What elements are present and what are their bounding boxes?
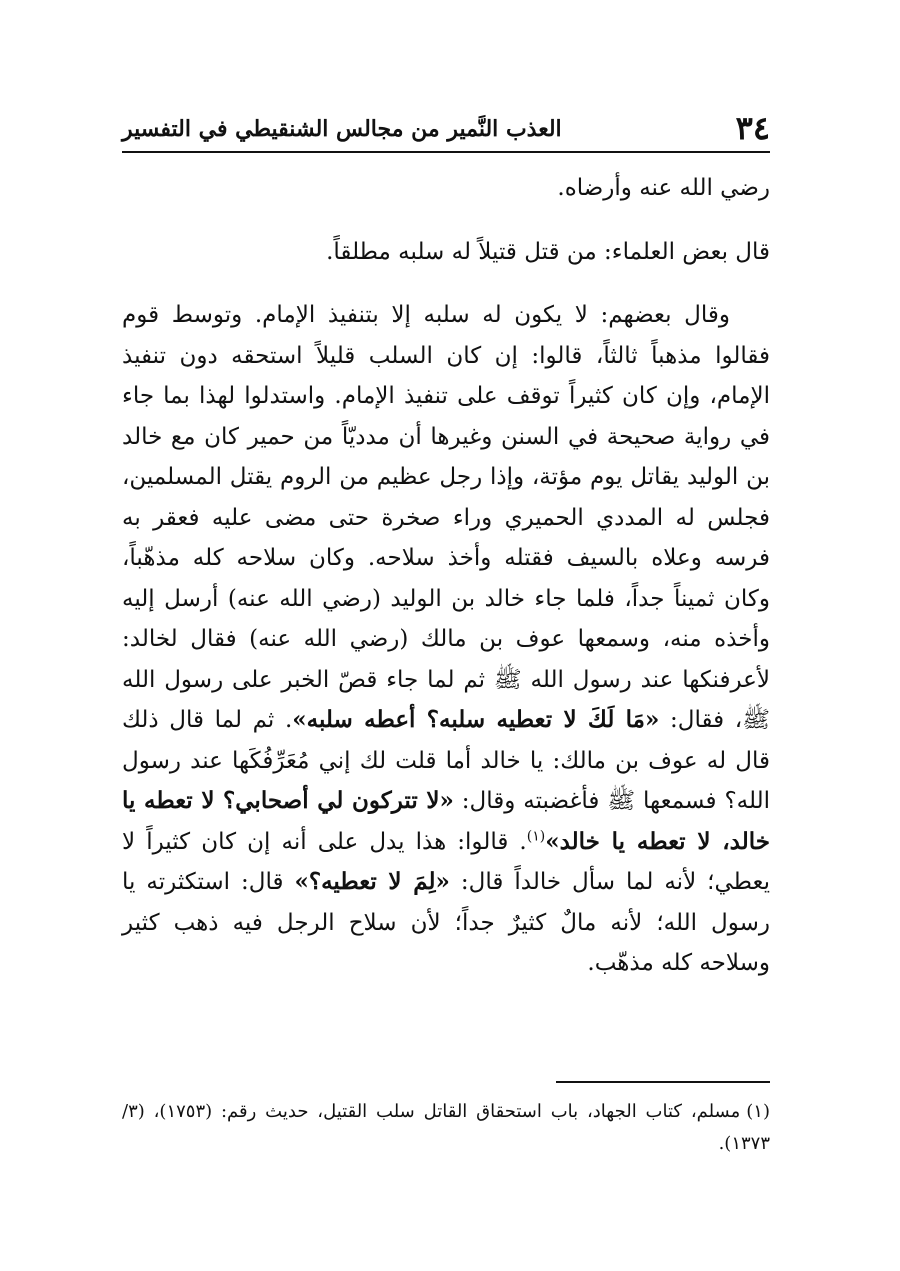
hadith-quote-3: «لِمَ لا تعطيه؟»	[294, 868, 450, 895]
hadith-quote-1: «مَا لَكَ لا تعطيه سلبه؟ أعطه سلبه»	[292, 706, 660, 733]
page-header	[122, 108, 770, 148]
paragraph-3-text-a: وقال بعضهم: لا يكون له سلبه إلا بتنفيذ الإمام. وتوسط قوم فقالوا مذهباً ثالثاً، قالوا: إن كان السلب قليلاً استحقه دون تنفيذ الإمام، وإن كان كثيراً توقف على تنفيذ الإمام. واستدلوا لهذا بما جاء في رواية صحيحة في السنن وغيرها أن مدديّاً من حمير كان مع خالد بن الوليد يقاتل يوم مؤتة، وإذا رجل عظيم من الروم يقتل المسلمين، فجلس له المددي الحميري وراء صخرة حتى مضى عليه فعقر به فرسه وعلاه بالسيف فقتله وأخذ سلاحه. وكان سلاحه كله مذهّباً، وكان ثميناً جداً، فلما جاء خالد بن الوليد (رضي الله عنه) أرسل إليه وأخذه منه، وسمعها عوف بن مالك (رضي الله عنه) فقال لخالد: لأعرفنكها عند رسول الله ﷺ ثم لما جاء قصّ الخبر على رسول الله ﷺ، فقال:	[122, 302, 770, 733]
footnote-rule	[556, 1081, 770, 1083]
paragraph-1: رضي الله عنه وأرضاه.	[557, 175, 770, 201]
header-rule	[122, 151, 770, 153]
running-title: العذب النَّمير من مجالس الشنقيطي في التفسير	[122, 116, 562, 142]
main-text	[122, 168, 770, 984]
page-number: ٣٤	[735, 109, 770, 147]
paragraph-2: قال بعض العلماء: من قتل قتيلاً له سلبه مطلقاً.	[326, 238, 770, 265]
footnote-reference[interactable]: (١)	[526, 827, 546, 844]
paragraph-3	[122, 295, 770, 984]
paragraph-3-text-b: . ثم لما قال ذلك قال له عوف بن مالك: يا خالد أما قلت لك إني مُعَرِّفُكَها عند رسول الله؟ فسمعها ﷺ فأغضبته وقال:	[122, 707, 771, 814]
paragraph-3-text-d: قال: استكثرته يا رسول الله؛ لأنه مالٌ كثيرٌ جداً؛ لأن سلاح الرجل فيه ذهب كثير وسلاحه كله مذهّب.	[122, 869, 770, 976]
footnote	[122, 1096, 770, 1160]
footnote-marker: (١)	[746, 1101, 770, 1122]
hadith-quote-2: «لا تتركون لي أصحابي؟ لا تعطه يا خالد، لا تعطه يا خالد»	[122, 787, 770, 855]
paragraph-3-text-c: . قالوا: هذا يدل على أنه إن كان كثيراً لا يعطي؛ لأنه لما سأل خالداً قال:	[122, 828, 771, 895]
footnote-text: مسلم، كتاب الجهاد، باب استحقاق القاتل سلب القتيل، حديث رقم: (١٧٥٣)، (٣/ ١٣٧٣).	[122, 1101, 770, 1154]
